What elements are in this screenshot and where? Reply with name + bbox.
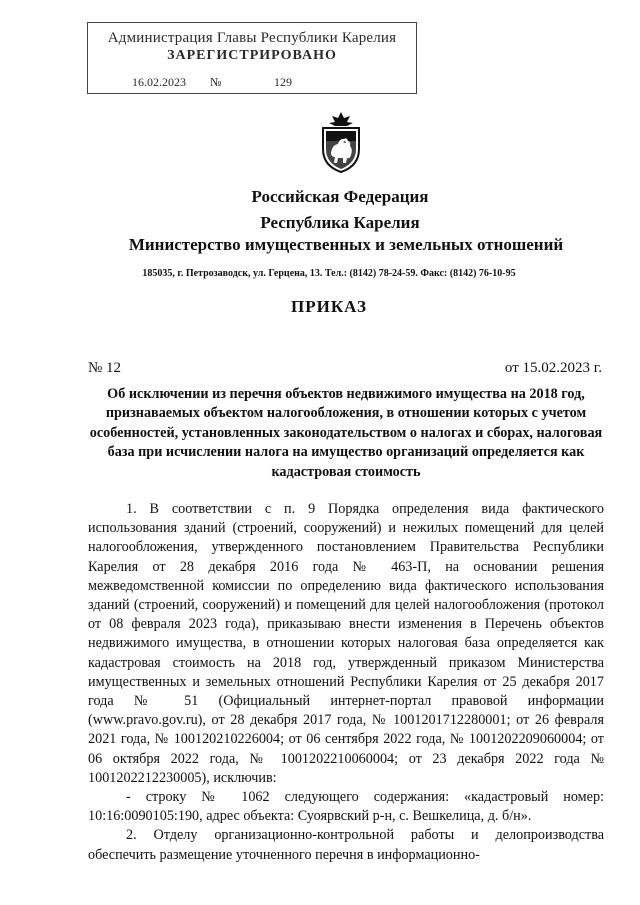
order-number: № 12 [88,360,122,376]
order-date: от 15.02.2023 г. [504,360,602,376]
stamp-number-label: № [210,75,222,89]
body-paragraph-1: 1. В соответствии с п. 9 Порядка определения вида фактического использования зданий (строений, сооружений) и нежилых помещений для целей налогообложения, утвержденного постановлением Правительства Республики Карелия от 28 декабря 2016 года № 463-П, на основании решения межведомственной комиссии по определению вида фактического использования зданий (строений, сооружений) и помещений для целей налогообложения (протокол от 08 февраля 2023 года), приказываю внести изменения в Перечень объектов недвижимого имущества, в отношении которых налоговая база определяется как кадастровая стоимость на 2018 год, утвержденный приказом Министерства имущественных и земельных отношений Республики Карелия от 25 декабря 2017 года № 51 (Официальный интернет-портал правовой информации (www.pravo.gov.ru), от 28 декабря 2017 года, № 1001201712280001; от 26 февраля 2021 года, № 100120210226004; от 06 сентября 2022 года, № 1001202209060004; от 06 октября 2022 года, № 1001202210060004; от 23 декабря 2022 года № 1001202212230005), исключив: [88,501,604,786]
registration-stamp [87,22,417,94]
stamp-number: 129 [274,75,292,89]
order-body [88,500,604,865]
body-paragraph-2: - строку № 1062 следующего содержания: «кадастровый номер: 10:16:0090105:190, адрес объекта: Суоярвский р-н, с. Вешкелица, д. б/н». [88,789,604,825]
stamp-registration-row [88,75,416,89]
header-republic: Республика Карелия [260,213,420,232]
karelia-coat-of-arms-icon [320,111,362,173]
header-ministry: Министерство имущественных и земельных отношений [128,235,564,254]
ministry-address: 185035, г. Петрозаводск, ул. Герцена, 13. Тел.: (8142) 78-24-59. Факс: (8142) 76-10-95 [142,268,516,279]
stamp-registered-label: ЗАРЕГИСТРИРОВАНО [167,48,337,63]
body-paragraph-3: 2. Отделу организационно-контрольной работы и делопроизводства обеспечить размещение уточненного перечня в информационно- [88,827,604,863]
stamp-organization: Администрация Главы Республики Карелия [107,30,397,46]
header-country: Российская Федерация [251,187,429,206]
order-subject: Об исключении из перечня объектов недвижимого имущества на 2018 год, признаваемых объектом налогообложения, в отношении которых с учетом особенностей, установленных законодательством о налогах и сборах, налоговая база при исчислении налога на имущество организаций определяется как кадастровая стоимость [89,386,603,480]
stamp-date: 16.02.2023 [132,75,186,89]
document-type-title: ПРИКАЗ [291,297,367,316]
